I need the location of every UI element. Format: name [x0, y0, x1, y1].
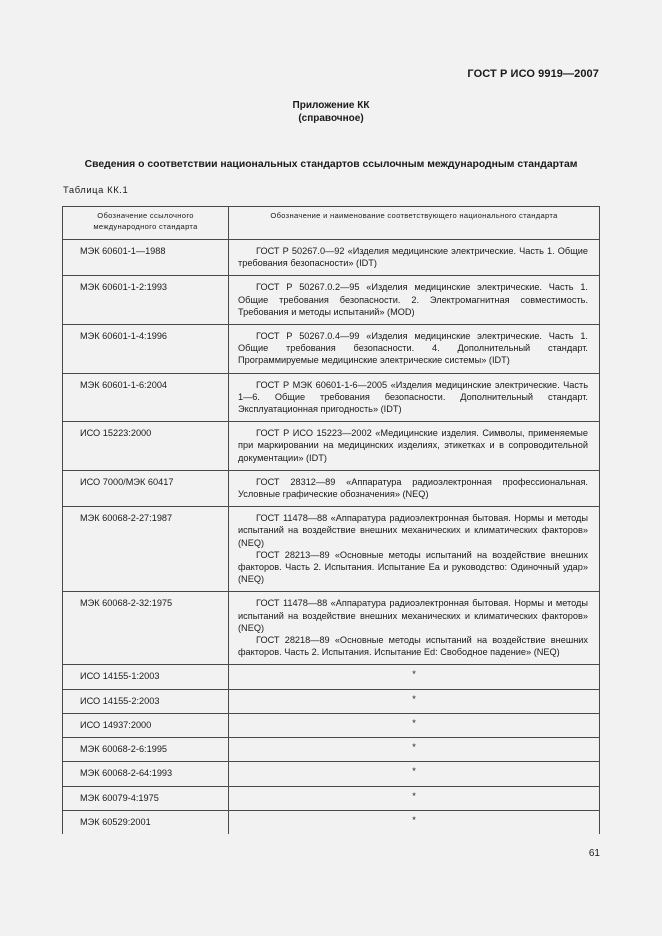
appendix-subtitle: (справочное) [298, 113, 364, 124]
international-standard-cell: МЭК 60601-1—1988 [63, 240, 229, 276]
table-row [63, 713, 600, 737]
international-standard-cell: МЭК 60068-2-27:1987 [63, 507, 229, 592]
national-standard-cell [229, 470, 600, 506]
national-standard-text: ГОСТ Р 50267.0.4—99 «Изделия медицинские электрические. Часть 1. Общие требования безопасности. 4. Дополнительный стандарт. Программируемые медицинские электрические системы» (IDT) [238, 331, 588, 366]
national-standard-cell [229, 373, 600, 422]
national-standard-text: ГОСТ Р ИСО 15223—2002 «Медицинские изделия. Символы, применяемые при маркировании на медицинских изделиях, этикетках и в сопроводительной документации» (IDT) [238, 428, 588, 463]
table-row [63, 325, 600, 374]
table-row [63, 507, 600, 592]
table-row [63, 240, 600, 276]
no-national-standard-cell: * [229, 738, 600, 762]
table-row [63, 738, 600, 762]
section-title: Сведения о соответствии национальных стандартов ссылочным международным стандартам [84, 159, 578, 170]
table-header-row [63, 207, 600, 240]
table-row [63, 592, 600, 665]
international-standard-cell: ИСО 7000/МЭК 60417 [63, 470, 229, 506]
national-standard-cell [229, 240, 600, 276]
national-standard-text: ГОСТ Р МЭК 60601-1-6—2005 «Изделия медицинские электрические. Часть 1—6. Общие требования безопасности. Дополнительный стандарт. Эксплуатационная пригодность» (IDT) [238, 379, 588, 415]
table-row [63, 470, 600, 506]
table-row [63, 276, 600, 325]
national-standard-cell [229, 276, 600, 325]
correspondence-table [62, 206, 600, 834]
table-body [63, 240, 600, 834]
international-standard-cell: ИСО 14155-2:2003 [63, 689, 229, 713]
international-standard-cell: МЭК 60601-1-2:1993 [63, 276, 229, 325]
international-standard-cell: МЭК 60068-2-64:1993 [63, 762, 229, 786]
table-row [63, 373, 600, 422]
header-national-standard: Обозначение и наименование соответствующего национального стандарта [229, 207, 600, 240]
national-standard-text: ГОСТ 11478—88 «Аппаратура радиоэлектронная бытовая. Нормы и методы испытаний на воздействие внешних механических и климатических факторов» (NEQ) [238, 598, 588, 633]
table-row [63, 786, 600, 810]
document-id: ГОСТ Р ИСО 9919—2007 [467, 68, 599, 80]
international-standard-cell: ИСО 14937:2000 [63, 713, 229, 737]
appendix-heading [0, 99, 662, 125]
national-standard-cell [229, 325, 600, 374]
international-standard-cell: МЭК 60601-1-4:1996 [63, 325, 229, 374]
no-national-standard-cell: * [229, 713, 600, 737]
header-international-standard: Обозначение ссылочного международного стандарта [63, 207, 229, 240]
national-standard-text: ГОСТ 28312—89 «Аппаратура радиоэлектронная профессиональная. Условные графические обозначения» (NEQ) [238, 476, 588, 500]
page-number: 61 [588, 848, 600, 859]
table-row [63, 762, 600, 786]
national-standard-cell [229, 422, 600, 471]
no-national-standard-cell: * [229, 665, 600, 689]
correspondence-table-wrapper [62, 206, 599, 834]
no-national-standard-cell: * [229, 786, 600, 810]
no-national-standard-cell: * [229, 762, 600, 786]
national-standard-text: ГОСТ Р 50267.0.2—95 «Изделия медицинские электрические. Часть 1. Общие требования безопасности. 2. Электромагнитная совместимость. Требования и методы испытаний» (MOD) [238, 282, 588, 317]
international-standard-cell: МЭК 60601-1-6:2004 [63, 373, 229, 422]
national-standard-cell [229, 507, 600, 592]
national-standard-cell [229, 592, 600, 665]
international-standard-cell: МЭК 60079-4:1975 [63, 786, 229, 810]
table-row [63, 810, 600, 834]
table-caption: Таблица КК.1 [63, 184, 129, 195]
no-national-standard-cell: * [229, 810, 600, 834]
national-standard-text: ГОСТ 28213—89 «Основные методы испытаний на воздействие внешних факторов. Часть 2. Испытания. Испытание Ea и руководство: Одиночный удар» (NEQ) [238, 549, 588, 585]
table-row [63, 422, 600, 471]
international-standard-cell: ИСО 14155-1:2003 [63, 665, 229, 689]
international-standard-cell: МЭК 60529:2001 [63, 810, 229, 834]
no-national-standard-cell: * [229, 689, 600, 713]
national-standard-text: ГОСТ 11478—88 «Аппаратура радиоэлектронная бытовая. Нормы и методы испытаний на воздействие внешних механических и климатических факторов» (NEQ) [238, 513, 588, 548]
international-standard-cell: МЭК 60068-2-32:1975 [63, 592, 229, 665]
national-standard-text: ГОСТ 28218—89 «Основные методы испытаний на воздействие внешних факторов. Часть 2. Испытания. Испытание Ed: Свободное падение» (NEQ) [238, 635, 588, 658]
international-standard-cell: ИСО 15223:2000 [63, 422, 229, 471]
table-row [63, 689, 600, 713]
appendix-title: Приложение КК [292, 100, 370, 111]
international-standard-cell: МЭК 60068-2-6:1995 [63, 738, 229, 762]
table-row [63, 665, 600, 689]
national-standard-text: ГОСТ Р 50267.0—92 «Изделия медицинские электрические. Часть 1. Общие требования безопасности» (IDT) [238, 246, 588, 269]
